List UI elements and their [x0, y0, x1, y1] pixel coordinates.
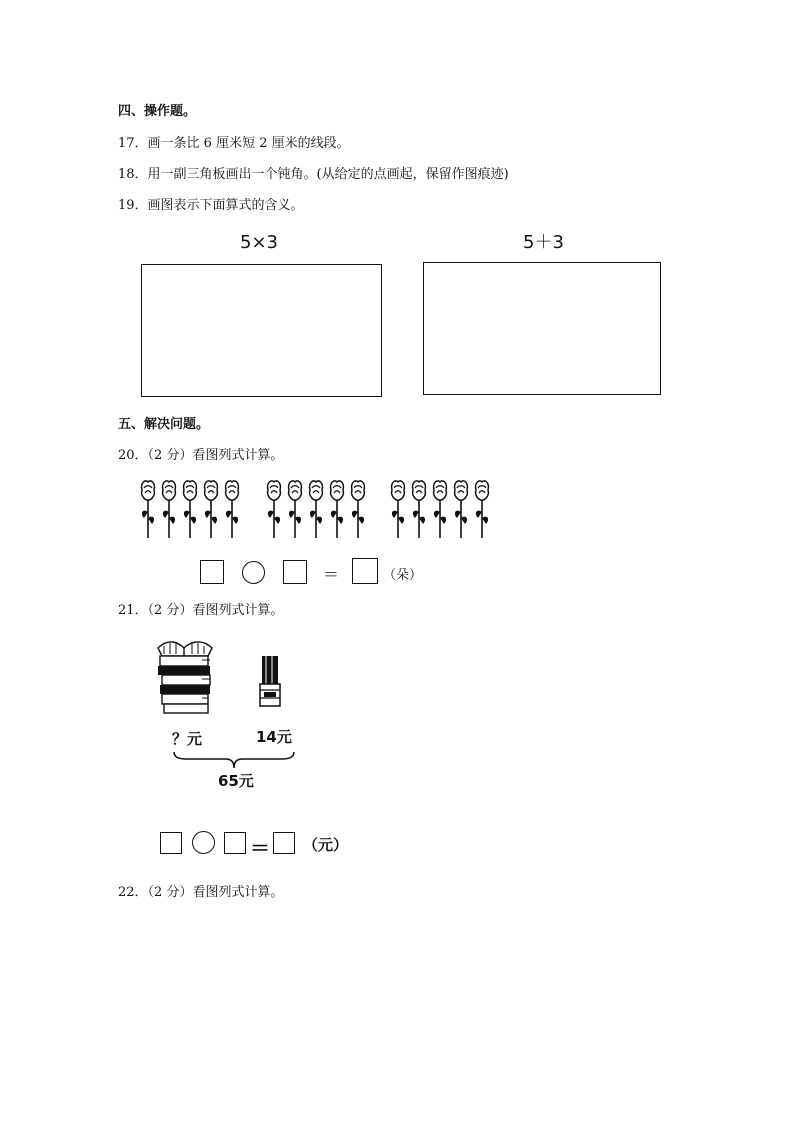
rose-icon	[455, 481, 468, 538]
books-stack-icon	[150, 634, 220, 716]
question-22: 22．（2 分）看图列式计算。	[118, 885, 284, 900]
pen-price: 14元	[256, 728, 292, 746]
rose-icon	[476, 481, 489, 538]
q21-operator-circle[interactable]	[192, 831, 215, 854]
rose-icon	[226, 481, 239, 538]
rose-icon	[392, 481, 405, 538]
rose-groups	[138, 478, 508, 540]
rose-icon	[413, 481, 426, 538]
section5-heading: 五、解决问题。	[118, 417, 210, 432]
drawing-box-add[interactable]	[423, 262, 661, 395]
question-20: 20．（2 分）看图列式计算。	[118, 448, 284, 463]
total-brace	[172, 750, 296, 770]
question-21: 21．（2 分）看图列式计算。	[118, 603, 284, 618]
rose-icon	[289, 481, 302, 538]
rose-group-1	[142, 481, 239, 538]
question-19: 19．画图表示下面算式的含义。	[118, 198, 304, 213]
rose-group-3	[392, 481, 489, 538]
expression-add: 5＋3	[523, 232, 564, 253]
total-price: 65元	[218, 772, 254, 790]
q21-unit: （元）	[303, 836, 349, 854]
section4-heading: 四、操作题。	[118, 104, 197, 119]
expression-multiply: 5×3	[240, 232, 278, 253]
q21-blank-1[interactable]	[160, 832, 182, 854]
rose-icon	[205, 481, 218, 538]
rose-icon	[352, 481, 365, 538]
rose-group-2	[268, 481, 365, 538]
q20-blank-1[interactable]	[200, 560, 224, 584]
q20-unit: （朵）	[383, 568, 423, 583]
question-18: 18．用一副三角板画出一个钝角。(从给定的点画起，保留作图痕迹)	[118, 167, 509, 182]
rose-icon	[163, 481, 176, 538]
q21-answer-blank[interactable]	[273, 832, 295, 854]
q20-equals-sign: ＝	[323, 565, 340, 584]
books-price: ？元	[172, 730, 203, 748]
rose-icon	[310, 481, 323, 538]
question-17: 17．画一条比 6 厘米短 2 厘米的线段。	[118, 136, 350, 151]
rose-icon	[142, 481, 155, 538]
rose-icon	[331, 481, 344, 538]
rose-icon	[268, 481, 281, 538]
drawing-box-multiply[interactable]	[141, 264, 382, 397]
pen-icon	[254, 654, 288, 710]
q20-operator-circle[interactable]	[242, 561, 265, 584]
rose-icon	[184, 481, 197, 538]
q20-answer-blank[interactable]	[352, 558, 378, 584]
rose-icon	[434, 481, 447, 538]
q20-blank-2[interactable]	[283, 560, 307, 584]
q21-equals-sign: ＝	[250, 836, 270, 860]
q21-blank-2[interactable]	[224, 832, 246, 854]
